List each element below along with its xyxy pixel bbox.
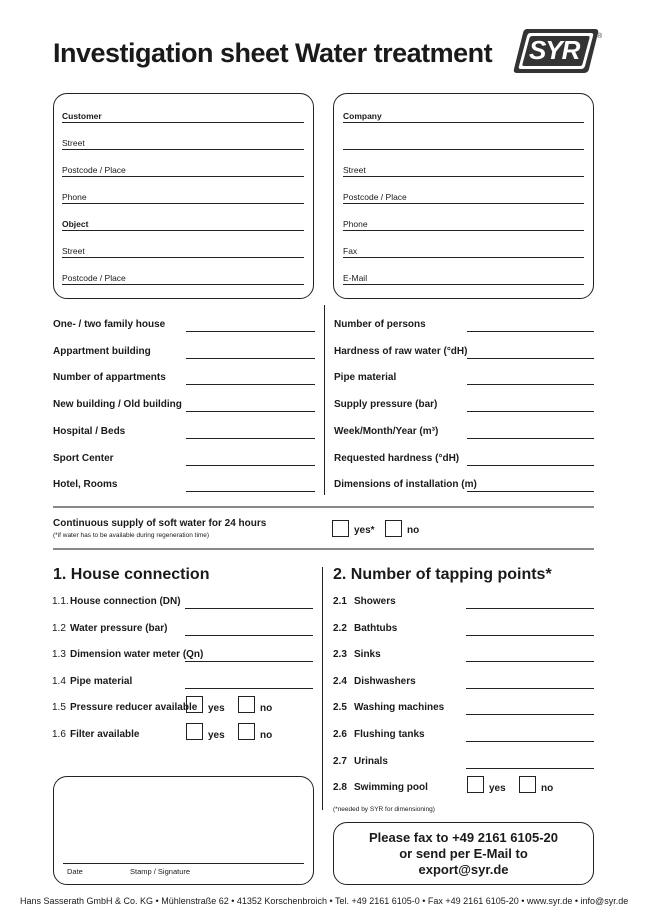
- bathtubs-line[interactable]: [466, 635, 594, 636]
- company-postcode-place-line[interactable]: [343, 203, 584, 204]
- tapping-item-number: 2.8: [333, 782, 347, 794]
- company-postcode-place-label: Postcode / Place: [343, 192, 407, 202]
- swimming-pool-label: Swimming pool: [354, 782, 428, 794]
- number-of-appartments-label: Number of appartments: [53, 372, 166, 384]
- customer-street-label: Street: [62, 246, 85, 256]
- email-address[interactable]: export@syr.de: [418, 862, 509, 877]
- week-month-year-m-label: Week/Month/Year (m³): [334, 425, 439, 437]
- column-divider: [322, 567, 323, 810]
- swimming-pool-yes-label: yes: [489, 783, 506, 795]
- syr-logo: [513, 25, 603, 77]
- washing-machines-line[interactable]: [466, 714, 594, 715]
- filter-available-no-label: no: [260, 730, 273, 741]
- requested-hardness-dh-line[interactable]: [467, 465, 594, 466]
- customer-object-label: Object: [62, 219, 89, 229]
- fax-box: [333, 822, 594, 885]
- tapping-points-note: (*needed by SYR for dimensioning): [333, 806, 435, 813]
- appartment-building-label: Appartment building: [53, 345, 151, 357]
- company-fax-label: Fax: [343, 246, 358, 256]
- company-phone-label: Phone: [343, 219, 368, 229]
- number-of-persons-line[interactable]: [467, 331, 594, 332]
- showers-line[interactable]: [466, 608, 594, 609]
- filter-available-yes-checkbox[interactable]: [186, 723, 203, 740]
- customer-customer-label: Customer: [62, 111, 102, 121]
- house-item-number: 1.5: [52, 702, 66, 714]
- section-divider: [53, 548, 594, 550]
- dishwashers-line[interactable]: [466, 688, 594, 689]
- pressure-reducer-available-no-checkbox[interactable]: [238, 696, 255, 713]
- swimming-pool-no-checkbox[interactable]: [519, 776, 536, 793]
- showers-label: Showers: [354, 596, 396, 607]
- pressure-reducer-available-label: Pressure reducer available: [70, 702, 198, 714]
- supply-pressure-bar-line[interactable]: [467, 411, 594, 412]
- customer-customer-line[interactable]: [62, 122, 304, 123]
- column-divider: [324, 305, 325, 495]
- company-e-mail-label: E-Mail: [343, 273, 368, 283]
- company-blank-line[interactable]: [343, 149, 584, 150]
- tapping-item-number: 2.4: [333, 675, 347, 687]
- one-two-family-house-label: One- / two family house: [53, 319, 166, 330]
- tapping-item-number: 2.5: [333, 702, 347, 714]
- one-two-family-house-line[interactable]: [186, 331, 315, 332]
- customer-postcode-place-line[interactable]: [62, 284, 304, 285]
- company-street-line[interactable]: [343, 176, 584, 177]
- continuous-supply-label: Continuous supply of soft water for 24 hours: [53, 518, 267, 529]
- customer-postcode-place-label: Postcode / Place: [62, 273, 126, 283]
- customer-street-line[interactable]: [62, 257, 304, 258]
- sport-center-line[interactable]: [186, 465, 315, 466]
- urinals-line[interactable]: [466, 768, 594, 769]
- hotel-rooms-line[interactable]: [186, 491, 315, 492]
- customer-postcode-place-line[interactable]: [62, 176, 304, 177]
- pressure-reducer-available-no-label: no: [260, 703, 273, 715]
- house-connection-dn-line[interactable]: [185, 608, 313, 609]
- number-of-appartments-line[interactable]: [186, 384, 315, 385]
- email-line: or send per E-Mail to: [399, 846, 528, 861]
- water-pressure-bar-label: Water pressure (bar): [70, 622, 168, 634]
- fax-line: Please fax to +49 2161 6105-20: [368, 830, 558, 845]
- house-connection-dn-label: House connection (DN): [70, 596, 181, 607]
- customer-street-label: Street: [62, 138, 85, 148]
- sport-center-label: Sport Center: [53, 452, 114, 464]
- section-divider: [53, 506, 594, 508]
- tapping-item-number: 2.1: [333, 596, 347, 607]
- supply-pressure-bar-label: Supply pressure (bar): [334, 399, 438, 411]
- company-street-label: Street: [343, 165, 366, 175]
- tapping-item-number: 2.6: [333, 729, 347, 740]
- stamp-signature-label: Stamp / Signature: [130, 867, 191, 876]
- dimension-water-meter-qn-line[interactable]: [185, 661, 313, 662]
- filter-available-no-checkbox[interactable]: [238, 723, 255, 740]
- appartment-building-line[interactable]: [186, 358, 315, 359]
- page-title: Investigation sheet Water treatment: [53, 38, 493, 68]
- pipe-material-line[interactable]: [185, 688, 313, 689]
- registered-mark: ®: [597, 33, 603, 40]
- dimensions-of-installation-m-label: Dimensions of installation (m): [334, 479, 477, 491]
- hospital-beds-label: Hospital / Beds: [53, 425, 126, 437]
- flushing-tanks-line[interactable]: [466, 741, 594, 742]
- company-company-line[interactable]: [343, 122, 584, 123]
- continuous-yes-checkbox[interactable]: [332, 520, 349, 537]
- sinks-line[interactable]: [466, 661, 594, 662]
- filter-available-yes-label: yes: [208, 730, 225, 741]
- continuous-yes-label: yes*: [354, 525, 375, 536]
- requested-hardness-dh-label: Requested hardness (°dH): [334, 452, 460, 464]
- house-item-number: 1.3: [52, 649, 66, 661]
- tapping-points-heading: 2. Number of tapping points*: [333, 566, 552, 583]
- customer-phone-line[interactable]: [62, 203, 304, 204]
- week-month-year-m-line[interactable]: [467, 438, 594, 439]
- house-item-number: 1.4: [52, 675, 66, 687]
- footer-address: Hans Sasserath GmbH & Co. KG • Mühlenstraße 62 • 41352 Korschenbroich • Tel. +49 2161 6105-0 • Fax +49 2161 6105-20 • www.syr.de • info@syr.de: [20, 896, 629, 906]
- new-building-old-building-label: New building / Old building: [53, 399, 182, 411]
- continuous-no-label: no: [407, 525, 420, 536]
- bathtubs-label: Bathtubs: [354, 622, 398, 634]
- dimension-water-meter-qn-label: Dimension water meter (Qn): [70, 649, 204, 661]
- pipe-material-label: Pipe material: [334, 372, 397, 384]
- pressure-reducer-available-yes-checkbox[interactable]: [186, 696, 203, 713]
- company-fax-line[interactable]: [343, 257, 584, 258]
- continuous-supply-note: (*if water has to be available during regeneration time): [53, 532, 210, 539]
- customer-phone-label: Phone: [62, 192, 87, 202]
- number-of-persons-label: Number of persons: [334, 319, 426, 330]
- sinks-label: Sinks: [354, 649, 381, 661]
- pressure-reducer-available-yes-label: yes: [208, 703, 225, 715]
- house-item-number: 1.2: [52, 622, 66, 634]
- dimensions-of-installation-m-line[interactable]: [467, 491, 594, 492]
- pipe-material-label: Pipe material: [70, 675, 133, 687]
- hardness-of-raw-water-dh-line[interactable]: [467, 358, 594, 359]
- washing-machines-label: Washing machines: [354, 702, 445, 714]
- company-company-label: Company: [343, 111, 382, 121]
- tapping-item-number: 2.3: [333, 649, 347, 661]
- company-phone-line[interactable]: [343, 230, 584, 231]
- urinals-label: Urinals: [354, 755, 388, 767]
- flushing-tanks-label: Flushing tanks: [354, 729, 425, 740]
- pipe-material-line[interactable]: [467, 384, 594, 385]
- hardness-of-raw-water-dh-label: Hardness of raw water (°dH): [334, 345, 468, 357]
- customer-street-line[interactable]: [62, 149, 304, 150]
- filter-available-label: Filter available: [70, 729, 140, 740]
- date-label: Date: [67, 867, 83, 876]
- customer-object-line[interactable]: [62, 230, 304, 231]
- house-item-number: 1.6: [52, 729, 66, 740]
- hotel-rooms-label: Hotel, Rooms: [53, 479, 118, 491]
- customer-postcode-place-label: Postcode / Place: [62, 165, 126, 175]
- logo-text: SYR: [529, 35, 580, 65]
- new-building-old-building-line[interactable]: [186, 411, 315, 412]
- house-connection-heading: 1. House connection: [53, 566, 210, 583]
- swimming-pool-no-label: no: [541, 783, 554, 795]
- water-pressure-bar-line[interactable]: [185, 635, 313, 636]
- company-e-mail-line[interactable]: [343, 284, 584, 285]
- customer-box: [53, 93, 314, 299]
- dishwashers-label: Dishwashers: [354, 675, 416, 687]
- tapping-item-number: 2.7: [333, 755, 347, 767]
- continuous-no-checkbox[interactable]: [385, 520, 402, 537]
- house-item-number: 1.1.: [52, 596, 69, 607]
- swimming-pool-yes-checkbox[interactable]: [467, 776, 484, 793]
- hospital-beds-line[interactable]: [186, 438, 315, 439]
- signature-line[interactable]: [63, 863, 304, 864]
- tapping-item-number: 2.2: [333, 622, 347, 634]
